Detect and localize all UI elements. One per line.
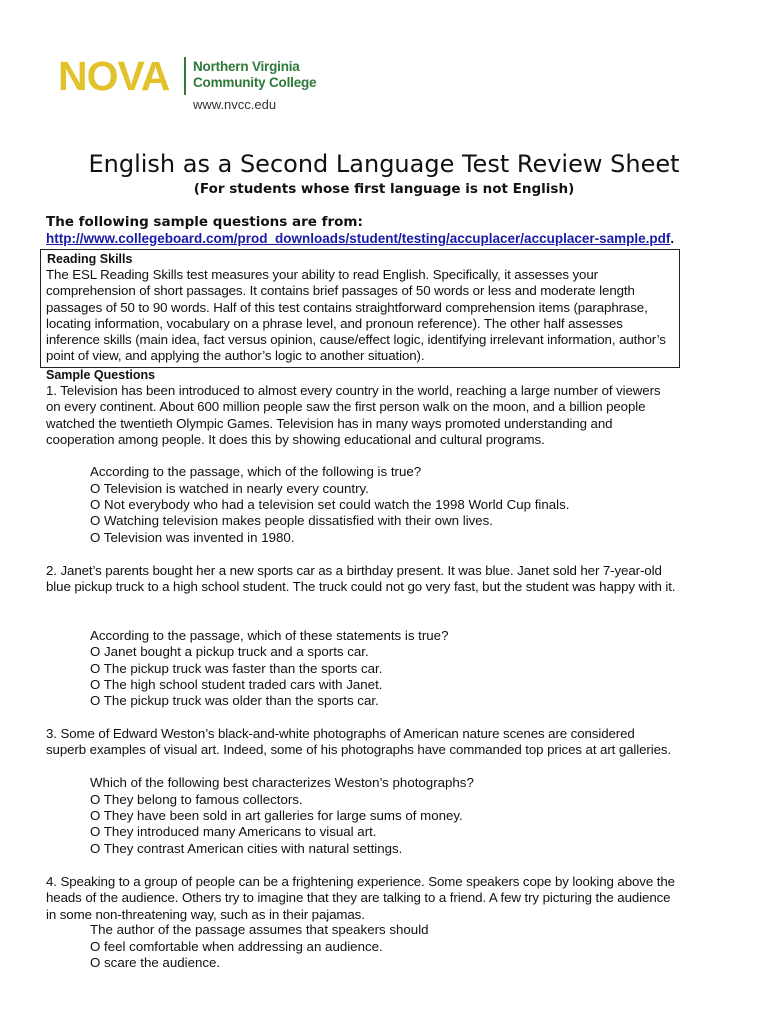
reading-skills-box xyxy=(40,249,680,368)
intro-text: The following sample questions are from: xyxy=(46,214,363,230)
question-1-passage: 1. Television has been introduced to almost every country in the world, reaching a large number of viewers on every continent. About 600 million people saw the first person walk on the moon, and a billion people watched the twentieth Olympic Games. Television has in many ways promoted understanding and cooperation among people. It does this by showing educational and cultural programs. xyxy=(46,383,661,447)
question-2-passage: 2. Janet’s parents bought her a new sports car as a birthday present. It was blue. Janet sold her 7-year-old blue pickup truck to a high school student. The truck could not go very fast, but the student was happy with it. xyxy=(46,563,676,595)
link-period: . xyxy=(670,231,675,246)
question-3-option-3: O They introduced many Americans to visual art. xyxy=(90,824,377,839)
page-title: English as a Second Language Test Review Sheet xyxy=(88,150,680,178)
question-1-option-4: O Television was invented in 1980. xyxy=(90,530,295,545)
question-1-stem: According to the passage, which of the following is true? xyxy=(90,464,422,479)
page-subtitle: (For students whose first language is not English) xyxy=(193,181,575,197)
logo-wordmark: NOVA xyxy=(58,53,170,99)
question-3-option-2: O They have been sold in art galleries for large sums of money. xyxy=(90,808,463,823)
sample-questions-heading: Sample Questions xyxy=(46,368,156,382)
question-3-option-1: O They belong to famous collectors. xyxy=(90,792,303,807)
question-2-option-1: O Janet bought a pickup truck and a sports car. xyxy=(90,644,369,659)
nova-logo xyxy=(58,54,338,116)
reading-skills-text: The ESL Reading Skills test measures your ability to read English. Specifically, it assesses your comprehension of short passages. It contains brief passages of 50 words or less and moderate length passages of 50 to 90 words. Half of this test contains straightforward comprehension items (paraphrase, locating information, vocabulary on a phrase level, and pronoun reference). The other half assesses inference skills (main idea, fact versus opinion, cause/effect logic, identifying irrelevant information, author’s point of view, and applying the author’s logic to another situation). xyxy=(46,267,666,364)
question-1-option-2: O Not everybody who had a television set could watch the 1998 World Cup finals. xyxy=(90,497,570,512)
question-2-stem: According to the passage, which of these statements is true? xyxy=(90,628,449,643)
question-2-option-2: O The pickup truck was faster than the sports car. xyxy=(90,661,383,676)
question-1-option-3: O Watching television makes people dissatisfied with their own lives. xyxy=(90,513,494,528)
question-2-option-3: O The high school student traded cars with Janet. xyxy=(90,677,383,692)
question-3-option-4: O They contrast American cities with natural settings. xyxy=(90,841,403,856)
source-link[interactable]: http://www.collegeboard.com/prod_downloads/student/testing/accuplacer/accuplacer-sample.pdf xyxy=(46,231,671,246)
reading-skills-heading: Reading Skills xyxy=(47,252,133,266)
question-4-stem: The author of the passage assumes that speakers should xyxy=(90,922,429,937)
question-3-stem: Which of the following best characterizes Weston’s photographs? xyxy=(90,775,474,790)
question-4-option-2: O scare the audience. xyxy=(90,955,221,970)
question-4-passage: 4. Speaking to a group of people can be a frightening experience. Some speakers cope by looking above the heads of the audience. Others try to imagine that they are talking to a friend. A few try picturing the audience in some non-threatening way, such as in their pajamas. xyxy=(46,874,675,922)
logo-college-name-line1: Northern Virginia xyxy=(193,59,300,74)
question-4-option-1: O feel comfortable when addressing an audience. xyxy=(90,939,383,954)
logo-url: www.nvcc.edu xyxy=(193,97,277,112)
question-3-passage: 3. Some of Edward Weston’s black-and-white photographs of American nature scenes are considered superb examples of visual art. Indeed, some of his photographs have commanded top prices at art galleries. xyxy=(46,726,672,758)
question-2-option-4: O The pickup truck was older than the sports car. xyxy=(90,693,379,708)
source-link-line xyxy=(46,231,746,247)
logo-college-name-line2: Community College xyxy=(193,75,317,90)
logo-divider xyxy=(184,57,186,95)
question-1-option-1: O Television is watched in nearly every country. xyxy=(90,481,369,496)
